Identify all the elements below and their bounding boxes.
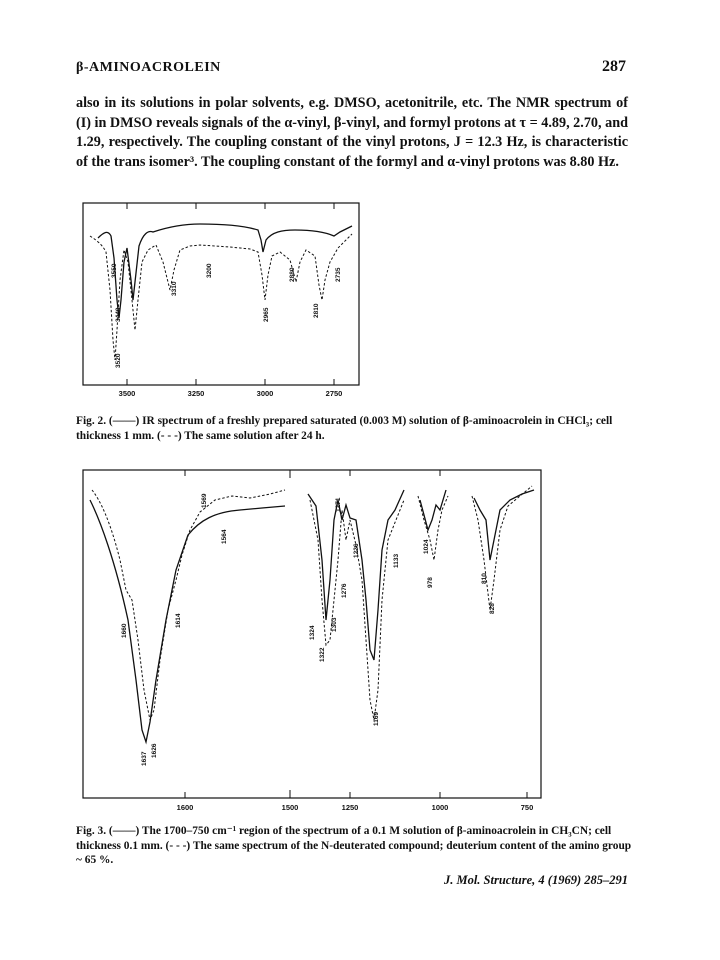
fig3-peak-label: 1024 [423, 539, 430, 554]
body-paragraph: also in its solutions in polar solvents, e.g. DMSO, acetonitrile, etc. The NMR spectrum of (I) in DMSO reveals signals of the α-vinyl, β-vinyl, and formyl protons at τ = 4.89, 2.70, and 1.29, respectively. The coupling constant of the vinyl protons, J = 12.3 Hz, is characteristic of the trans isomer³. The coupling constant of the formyl and α-vinyl protons was 8.80 Hz. [76, 95, 628, 170]
fig3-tick-label: 750 [520, 803, 534, 812]
fig2-tick-label: 3000 [256, 389, 274, 398]
fig3-peak-label: 1276 [341, 583, 348, 598]
fig2-tick-label: 3250 [187, 389, 205, 398]
fig2-peak-label: 3200 [206, 263, 213, 278]
fig3-peak-label: 1637 [141, 751, 148, 766]
fig3-peak-labels [121, 493, 496, 766]
fig3-ticks [185, 470, 527, 798]
fig2-peak-label: 3550 [111, 263, 118, 278]
running-title: β-AMINOACROLEIN [76, 60, 221, 75]
fig3-peak-label: 1626 [151, 743, 158, 758]
fig3-tick-label: 1600 [176, 803, 194, 812]
fig3-peak-label: 810 [481, 573, 488, 584]
fig3-peak-label: 1324 [309, 625, 316, 640]
fig2-peak-label: 3310 [171, 281, 178, 296]
fig2-peak-label: 2735 [335, 267, 342, 282]
fig3-peak-label: 1660 [121, 623, 128, 638]
fig3-tick-label: 1000 [431, 803, 449, 812]
fig3-peak-label: 978 [427, 577, 434, 588]
fig3-peak-label: 1133 [393, 553, 400, 568]
figure-3-caption: Fig. 3. (——) The 1700–750 cm⁻¹ region of the spectrum of a 0.1 M solution of β-aminoacrolein in CH₃CN; cell thickness 0.1 mm. (- - -) The same spectrum of the N-deuterated compound; deuterium content of the amino group ~ 65 %. [76, 825, 632, 866]
fig2-peak-labels [111, 263, 342, 368]
fig3-peak-label: 1303 [331, 617, 338, 632]
fig2-tick-label: 2750 [325, 389, 343, 398]
fig2-frame [83, 203, 359, 385]
figure-3-ir-spectrum [83, 470, 541, 812]
fig2-tick-label: 3500 [118, 389, 136, 398]
fig2-dashed-trace [90, 234, 352, 360]
fig2-peak-label: 2880 [289, 267, 296, 282]
fig2-peak-label: 3520 [115, 353, 122, 368]
fig2-peak-label: 2810 [313, 303, 320, 318]
fig3-peak-label: 1564 [221, 529, 228, 544]
fig3-peak-label: 1271 [335, 497, 342, 512]
fig3-dashed-trace-right [310, 486, 532, 720]
page-number: 287 [602, 58, 626, 75]
fig3-tick-label: 1500 [281, 803, 299, 812]
fig3-tick-label: 1250 [341, 803, 359, 812]
fig3-peak-label: 1614 [175, 613, 182, 628]
fig3-dashed-trace-left [92, 490, 285, 720]
figure-2-caption: Fig. 2. (——) IR spectrum of a freshly prepared saturated (0.003 M) solution of β-aminoacrolein in CHCl₃; cell thickness 1 mm. (- - -) The same solution after 24 h. [76, 415, 613, 442]
fig2-peak-label: 3440 [115, 307, 122, 322]
fig3-peak-label: 828 [489, 603, 496, 614]
fig3-peak-label: 1569 [201, 493, 208, 508]
fig3-peak-label: 1169 [373, 711, 380, 726]
fig2-peak-label: 2965 [263, 307, 270, 322]
fig3-solid-trace-right [308, 490, 534, 660]
journal-citation: J. Mol. Structure, 4 (1969) 285–291 [443, 873, 628, 887]
fig3-peak-label: 1322 [319, 647, 326, 662]
fig3-peak-label: 1226 [353, 543, 360, 558]
